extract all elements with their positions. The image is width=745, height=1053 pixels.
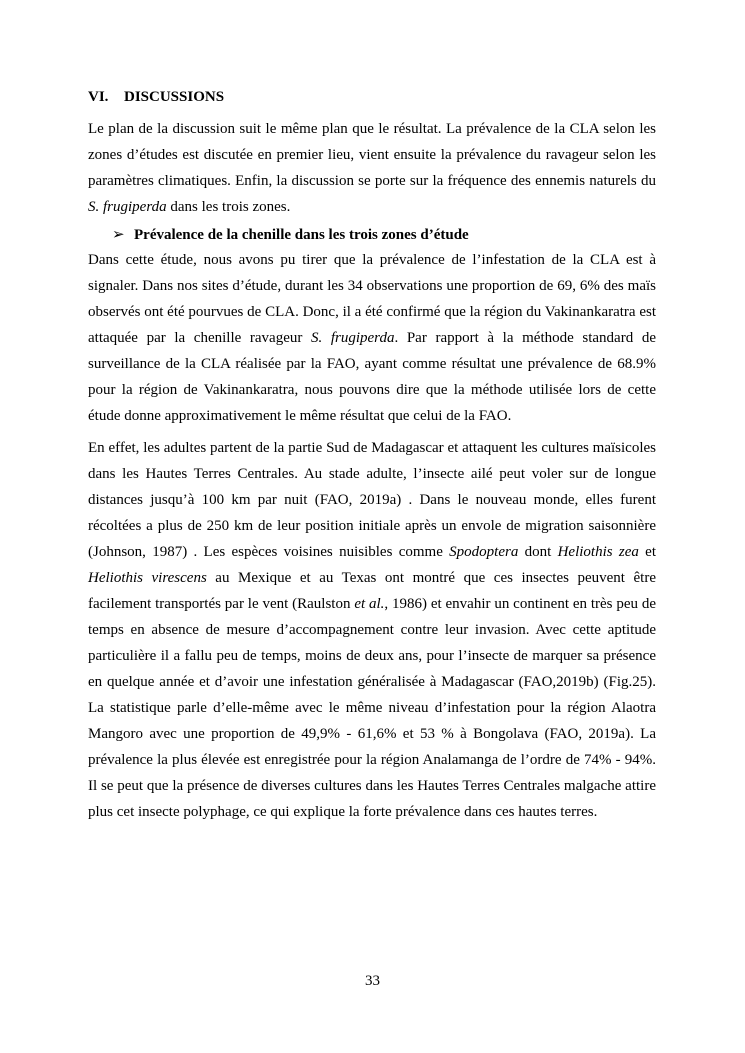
arrow-bullet-icon: ➢ bbox=[112, 227, 125, 243]
section-title: DISCUSSIONS bbox=[124, 89, 225, 105]
migration-genus: Spodoptera bbox=[449, 544, 519, 560]
intro-paragraph bbox=[88, 116, 656, 220]
intro-species: S. frugiperda bbox=[88, 199, 167, 215]
migration-species-b: Heliothis virescens bbox=[88, 570, 207, 586]
section-number: VI. bbox=[88, 89, 109, 105]
migration-etal: et al. bbox=[354, 596, 385, 612]
migration-paragraph bbox=[88, 435, 656, 825]
page-content bbox=[88, 87, 656, 825]
migration-text-2: dont bbox=[518, 544, 558, 560]
intro-text-1: Le plan de la discussion suit le même plan que le résultat. La prévalence de la CLA selon les zones d’études est discutée en premier lieu, vient ensuite la prévalence du ravageur selon les paramètres climatiques. Enfin, la discussion se porte sur la fréquence des ennemis naturels du bbox=[88, 121, 656, 189]
prevalence-text-1: Dans cette étude, nous avons pu tirer que la prévalence de l’infestation de la CLA est à signaler. Dans nos sites d’étude, durant les 34 observations une proportion de 69, 6% des maïs observés ont été pourvues de CLA. Donc, il a été confirmé que la région du Vakinankaratra est attaquée par la chenille ravageur bbox=[88, 252, 656, 346]
subsection-heading bbox=[88, 224, 656, 246]
migration-text-3: et bbox=[638, 544, 657, 560]
prevalence-text-2: . Par rapport à la méthode standard de surveillance de la CLA réalisée par la FAO, ayant comme résultat une prévalence de 68.9% pour la région de Vakinankaratra, nous pouvons dire que la méthode utilisée lors de cette étude donne approximativement le même résultat que celui de la FAO. bbox=[88, 330, 656, 424]
migration-text-4: au Mexique et au Texas ont montré que ces insectes peuvent être facilement transportés par le vent (Raulston bbox=[88, 570, 656, 612]
migration-text-1: En effet, les adultes partent de la partie Sud de Madagascar et attaquent les cultures maïsicoles dans les Hautes Terres Centrales. Au stade adulte, l’insecte ailé peut voler sur de longue distances jusqu’à 100 km par nuit (FAO, 2019a) . Dans le nouveau monde, elles furent récoltées a plus de 250 km de leur position initiale après un envole de migration saisonnière (Johnson, 1987) . Les espèces voisines nuisibles comme bbox=[88, 440, 656, 560]
page-number: 33 bbox=[365, 973, 380, 989]
intro-text-2: dans les trois zones. bbox=[166, 199, 291, 215]
subsection-title: Prévalence de la chenille dans les trois zones d’étude bbox=[134, 227, 469, 243]
section-heading bbox=[88, 87, 656, 108]
prevalence-paragraph bbox=[88, 247, 656, 429]
migration-species-a: Heliothis zea bbox=[557, 544, 639, 560]
migration-text-5: , 1986) et envahir un continent en très peu de temps en absence de mesure d’accompagnement contre leur invasion. Avec cette aptitude particulière il a fallu peu de temps, moins de deux ans, pour l’insecte de marquer sa présence en quelque année et d’avoir une infestation généralisée à Madagascar (FAO,2019b) (Fig.25). La statistique parle d’elle-même avec le même niveau d’infestation pour la région Alaotra Mangoro avec une proportion de 49,9% - 61,6% et 53 % à Bongolava (FAO, 2019a). La prévalence la plus élevée est enregistrée pour la région Analamanga de l’ordre de 74% - 94%. Il se peut que la présence de diverses cultures dans les Hautes Terres Centrales malgache attire plus cet insecte polyphage, ce qui explique la forte prévalence dans ces hautes terres. bbox=[88, 596, 656, 820]
prevalence-species: S. frugiperda bbox=[310, 330, 395, 346]
